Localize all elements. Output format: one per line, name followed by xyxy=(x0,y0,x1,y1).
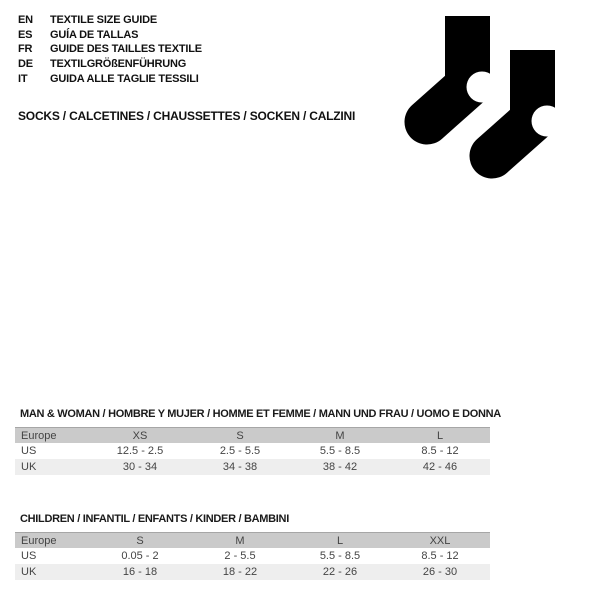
size-value: 8.5 - 12 xyxy=(421,550,459,562)
table-title-man-woman: MAN & WOMAN / HOMBRE Y MUJER / HOMME ET FEMME / MANN UND FRAU / UOMO E DONNA xyxy=(20,408,501,420)
column-header-size: M xyxy=(335,429,345,442)
language-code: FR xyxy=(18,43,33,56)
socks-icon xyxy=(400,8,575,188)
size-value: 30 - 34 xyxy=(122,461,158,473)
language-guide-list xyxy=(18,13,202,86)
table-row-uk xyxy=(15,564,490,580)
language-code: ES xyxy=(18,28,33,41)
size-table-man-woman xyxy=(15,427,490,475)
language-row-es xyxy=(18,28,202,43)
size-value: 0.05 - 2 xyxy=(121,550,159,562)
language-label: TEXTILGRÖßENFÜHRUNG xyxy=(50,58,187,71)
language-code: EN xyxy=(18,14,33,27)
language-row-de xyxy=(18,57,202,72)
size-value: 42 - 46 xyxy=(422,461,458,473)
column-header-size: S xyxy=(136,534,144,547)
language-code: DE xyxy=(18,58,33,71)
size-value: 2.5 - 5.5 xyxy=(219,445,261,457)
column-header-europe: Europe xyxy=(21,429,57,442)
size-value: 34 - 38 xyxy=(222,461,258,473)
table-title-children: CHILDREN / INFANTIL / ENFANTS / KINDER / BAMBINI xyxy=(20,513,289,525)
table-header-row xyxy=(15,532,490,548)
row-label: UK xyxy=(21,461,37,473)
table-row-uk xyxy=(15,459,490,475)
category-title: SOCKS / CALCETINES / CHAUSSETTES / SOCKEN / CALZINI xyxy=(18,109,356,123)
language-label: GUIDE DES TAILLES TEXTILE xyxy=(50,43,202,56)
size-value: 16 - 18 xyxy=(122,566,158,578)
sock-left xyxy=(427,16,498,122)
row-label: US xyxy=(21,445,37,457)
column-header-size: S xyxy=(236,429,244,442)
size-value: 5.5 - 8.5 xyxy=(319,445,361,457)
table-row-us xyxy=(15,548,490,564)
size-value: 5.5 - 8.5 xyxy=(319,550,361,562)
size-value: 2 - 5.5 xyxy=(224,550,256,562)
language-label: GUÍA DE TALLAS xyxy=(50,28,139,41)
sock-right xyxy=(492,50,563,156)
row-label: US xyxy=(21,550,37,562)
language-row-fr xyxy=(18,42,202,57)
language-label: GUIDA ALLE TAGLIE TESSILI xyxy=(50,72,199,85)
row-label: UK xyxy=(21,566,37,578)
column-header-size: M xyxy=(235,534,245,547)
column-header-size: L xyxy=(336,534,344,547)
size-value: 26 - 30 xyxy=(422,566,458,578)
table-row-us xyxy=(15,443,490,459)
language-label: TEXTILE SIZE GUIDE xyxy=(50,14,158,27)
size-table-children xyxy=(15,532,490,580)
table-header-row xyxy=(15,427,490,443)
size-value: 12.5 - 2.5 xyxy=(116,445,164,457)
column-header-size: XXL xyxy=(429,534,451,547)
size-value: 38 - 42 xyxy=(322,461,358,473)
size-value: 18 - 22 xyxy=(222,566,258,578)
column-header-size: L xyxy=(436,429,444,442)
language-code: IT xyxy=(18,72,28,85)
language-row-en xyxy=(18,13,202,28)
size-value: 22 - 26 xyxy=(322,566,358,578)
size-value: 8.5 - 12 xyxy=(421,445,459,457)
column-header-europe: Europe xyxy=(21,534,57,547)
language-row-it xyxy=(18,71,202,86)
column-header-size: XS xyxy=(132,429,148,442)
